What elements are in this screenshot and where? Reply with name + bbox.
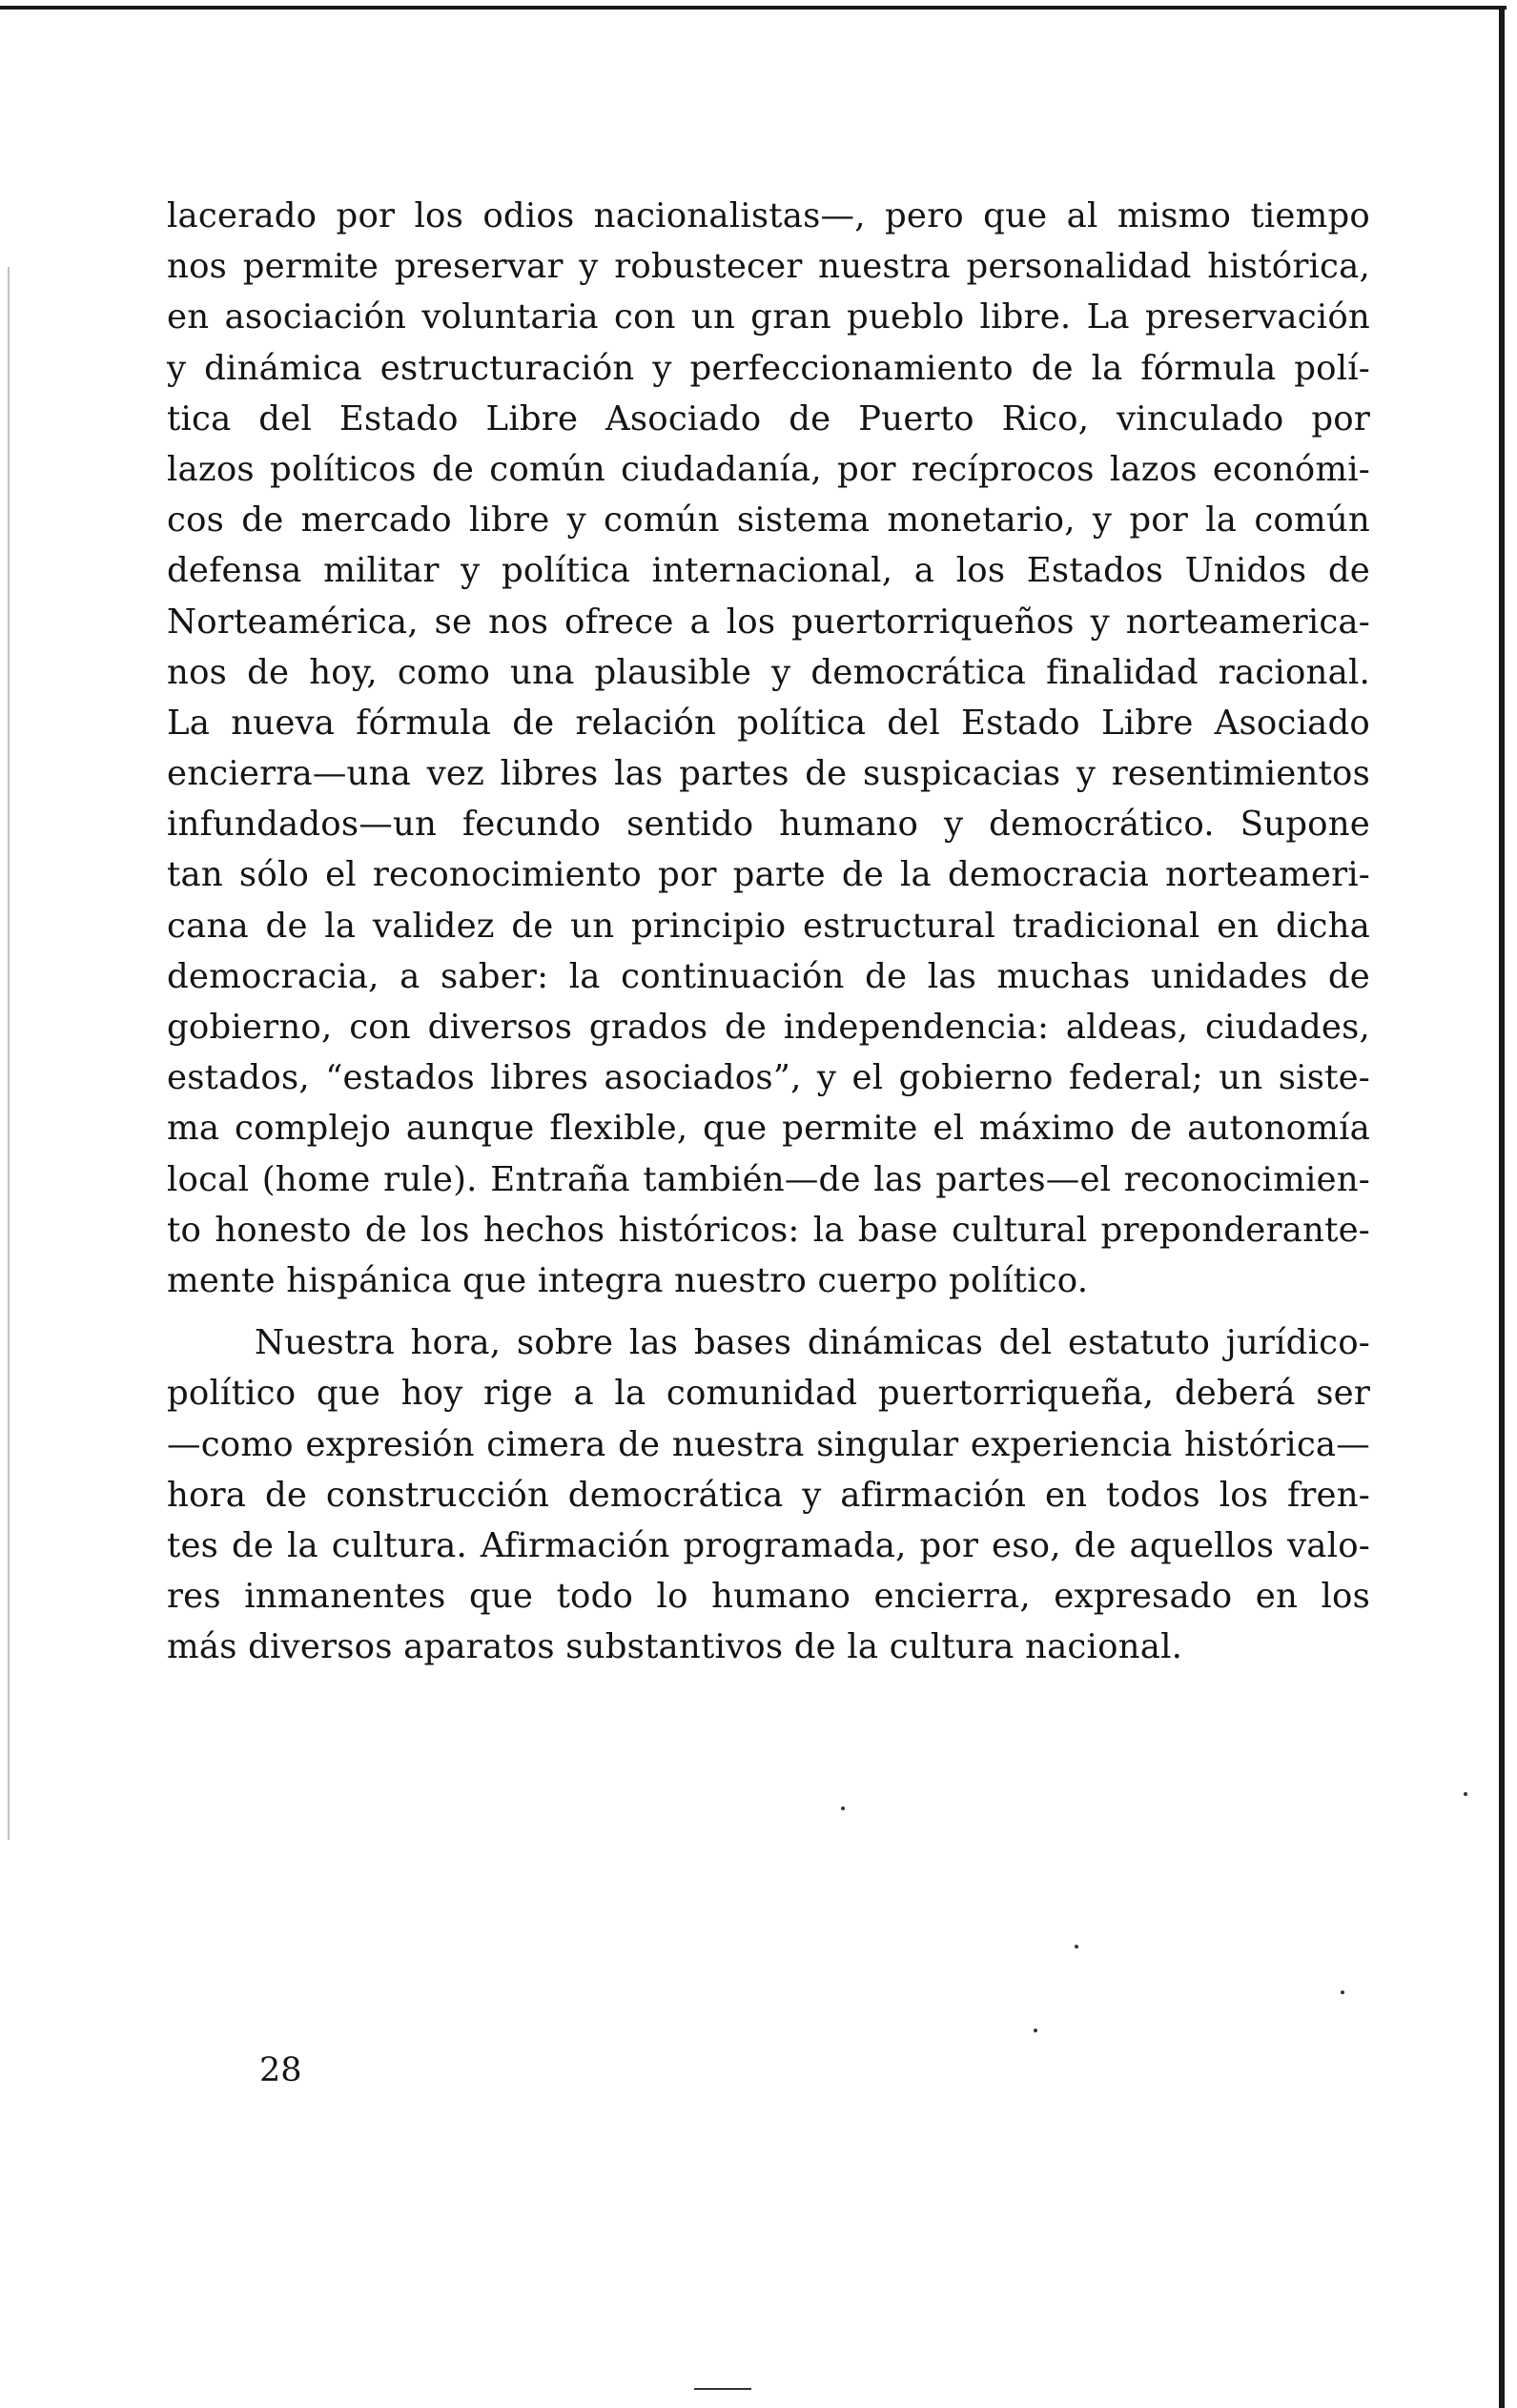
text-line: y dinámica estructuración y perfeccionamiento de la fórmula polí- [167, 348, 1370, 388]
scan-edge-bottom [694, 2388, 751, 2390]
text-line: cana de la validez de un principio estructural tradicional en dicha [167, 906, 1370, 946]
scan-speck [1341, 1990, 1344, 1994]
text-line: nos permite preservar y robustecer nuestra personalidad histórica, [167, 247, 1370, 287]
text-line: en asociación voluntaria con un gran pueblo libre. La preservación [167, 297, 1370, 337]
scan-speck [1034, 2029, 1037, 2032]
text-line: to honesto de los hechos históricos: la base cultural preponderante- [167, 1210, 1370, 1250]
text-line: cos de mercado libre y común sistema monetario, y por la común [167, 500, 1370, 541]
scan-edge-left [8, 267, 10, 1840]
paragraph-gap [167, 1306, 1370, 1317]
text-line: La nueva fórmula de relación política del Estado Libre Asociado [167, 703, 1370, 743]
text-line: mente hispánica que integra nuestro cuerpo político. [167, 1260, 1089, 1300]
body-text [167, 191, 1370, 1672]
text-line: lacerado por los odios nacionalistas—, pero que al mismo tiempo [167, 196, 1370, 235]
paragraph-1 [167, 191, 1370, 1306]
scan-speck [1464, 1792, 1467, 1796]
text-line: tes de la cultura. Afirmación programada, por eso, de aquellos valo- [167, 1525, 1370, 1565]
text-line: gobierno, con diversos grados de independencia: aldeas, ciudades, [167, 1008, 1370, 1047]
scan-edge-top [0, 6, 1507, 10]
text-line: encierra—una vez libres las partes de suspicacias y resentimientos [167, 754, 1370, 794]
text-line: tica del Estado Libre Asociado de Puerto Rico, vinculado por [167, 398, 1370, 439]
scan-edge-right [1499, 6, 1505, 2408]
text-line: infundados—un fecundo sentido humano y democrático. Supone [167, 805, 1370, 845]
text-line: estados, “estados libres asociados”, y el gobierno federal; un siste- [167, 1058, 1370, 1098]
text-line: democracia, a saber: la continuación de las muchas unidades de [167, 956, 1370, 996]
scan-speck [1075, 1945, 1078, 1949]
text-line: res inmanentes que todo lo humano encierra, expresado en los [167, 1577, 1370, 1617]
text-line: político que hoy rige a la comunidad puertorriqueña, deberá ser [167, 1374, 1370, 1414]
text-line: defensa militar y política internacional, a los Estados Unidos de [167, 551, 1370, 591]
text-line: más diversos aparatos substantivos de la cultura nacional. [167, 1627, 1183, 1667]
text-line: local (home rule). Entraña también—de las partes—el reconocimien- [167, 1159, 1370, 1199]
text-line: lazos políticos de común ciudadanía, por recíprocos lazos económi- [167, 449, 1370, 489]
scan-speck [841, 1806, 845, 1810]
text-line: —como expresión cimera de nuestra singular experiencia histórica— [167, 1424, 1370, 1464]
text-line: ma complejo aunque flexible, que permite el máximo de autonomía [167, 1109, 1370, 1149]
text-line: Norteamérica, se nos ofrece a los puertorriqueños y norteamerica- [167, 602, 1370, 642]
text-line: tan sólo el reconocimiento por parte de la democracia norteameri- [167, 855, 1370, 895]
paragraph-2 [167, 1317, 1370, 1672]
page-number: 28 [259, 2051, 302, 2090]
text-line: Nuestra hora, sobre las bases dinámicas del estatuto jurídico- [255, 1323, 1370, 1363]
text-line: nos de hoy, como una plausible y democrática finalidad racional. [167, 652, 1370, 692]
text-line: hora de construcción democrática y afirmación en todos los fren- [167, 1475, 1370, 1515]
